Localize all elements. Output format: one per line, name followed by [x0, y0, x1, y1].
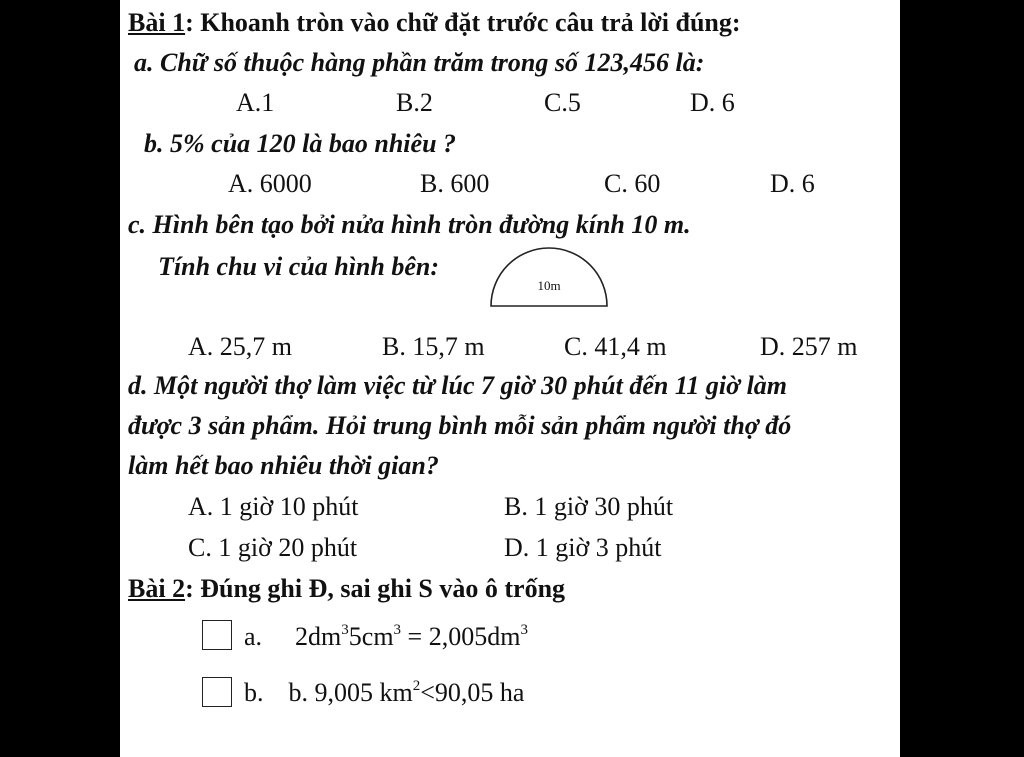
question-c: c. Hình bên tạo bởi nửa hình tròn đường kính 10 m. — [128, 210, 691, 239]
question-a-option-d[interactable]: D. 6 — [690, 88, 735, 117]
bai2-item-a-expression: $2dm^35cm^3 = 2,005dm^3$ — [295, 622, 528, 651]
question-b-option-c[interactable]: C. 60 — [604, 169, 661, 198]
semicircle-shape — [491, 248, 607, 306]
question-d-line-3: làm hết bao nhiêu thời gian? — [128, 451, 439, 480]
bai1-title — [128, 10, 741, 36]
question-c-option-b[interactable]: B. 15,7 m — [382, 332, 485, 361]
bai2-item-a-label: a. — [244, 622, 263, 651]
question-c-prompt: Tính chu vi của hình bên: — [158, 252, 440, 281]
bai2-item-b-checkbox[interactable] — [202, 677, 232, 707]
question-d-option-d[interactable]: D. 1 giờ 3 phút — [504, 533, 662, 562]
question-c-option-a[interactable]: A. 25,7 m — [188, 332, 292, 361]
bai2-item-a — [244, 624, 528, 650]
worksheet-page — [120, 0, 900, 757]
bai2-title — [128, 576, 565, 602]
question-c-option-d[interactable]: D. 257 m — [760, 332, 858, 361]
question-a-option-c[interactable]: C.5 — [544, 88, 581, 117]
bai2-title-rest: : Đúng ghi Đ, sai ghi S vào ô trống — [185, 574, 566, 603]
question-a-option-b[interactable]: B.2 — [396, 88, 433, 117]
bai1-title-prefix: Bài 1 — [128, 8, 186, 37]
bai2-title-prefix: Bài 2 — [128, 574, 186, 603]
question-a: a. Chữ số thuộc hàng phần trăm trong số 123,456 là: — [134, 48, 705, 77]
question-b-option-b[interactable]: B. 600 — [420, 169, 490, 198]
semicircle-diameter-label: 10m — [537, 278, 561, 293]
bai1-title-rest: : Khoanh tròn vào chữ đặt trước câu trả lời đúng: — [185, 8, 741, 37]
bai2-item-a-checkbox[interactable] — [202, 620, 232, 650]
question-b-option-a[interactable]: A. 6000 — [228, 169, 312, 198]
question-c-option-c[interactable]: C. 41,4 m — [564, 332, 667, 361]
question-b: b. 5% của 120 là bao nhiêu ? — [144, 129, 457, 158]
semicircle-figure — [488, 244, 610, 310]
question-d-option-c[interactable]: C. 1 giờ 20 phút — [188, 533, 358, 562]
question-b-option-d[interactable]: D. 6 — [770, 169, 815, 198]
question-d-option-a[interactable]: A. 1 giờ 10 phút — [188, 492, 359, 521]
question-d-option-b[interactable]: B. 1 giờ 30 phút — [504, 492, 674, 521]
question-d-line-1: d. Một người thợ làm việc từ lúc 7 giờ 30 phút đến 11 giờ làm — [128, 371, 788, 400]
question-d-line-2: được 3 sản phẩm. Hỏi trung bình mỗi sản phẩm người thợ đó — [128, 411, 792, 440]
bai2-item-b-label: b. — [244, 678, 264, 707]
bai2-item-b-expression: b. 9,005 $km^2<90,05$ ha — [288, 678, 525, 707]
question-a-option-a[interactable]: A.1 — [236, 88, 275, 117]
bai2-item-b — [244, 680, 524, 706]
